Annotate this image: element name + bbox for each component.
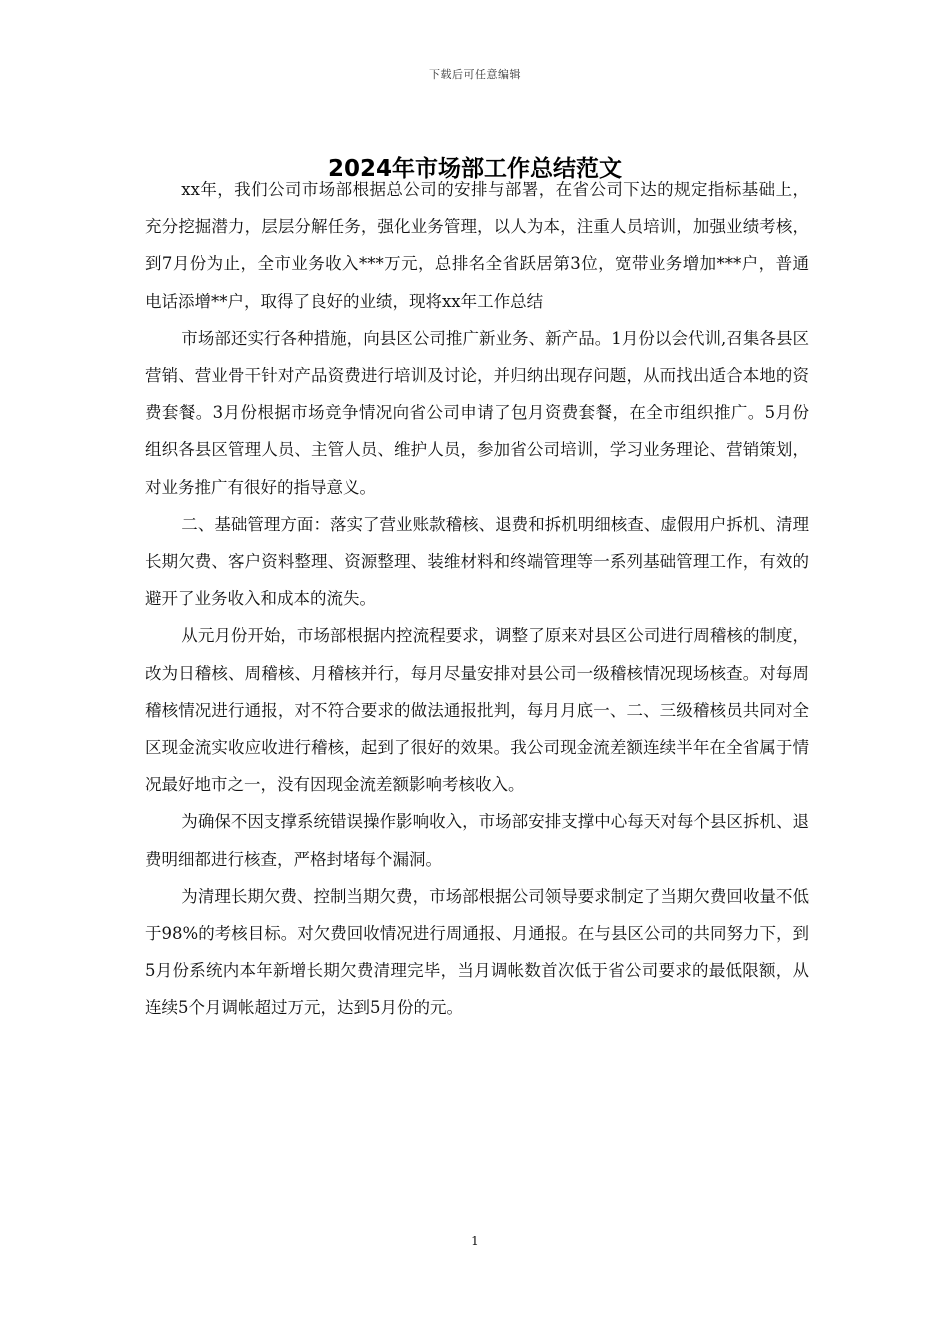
body-paragraph: 为清理长期欠费、控制当期欠费，市场部根据公司领导要求制定了当期欠费回收量不低于98%的考核目标。对欠费回收情况进行周通报、月通报。在与县区公司的共同努力下，到5月份系统内本年新增长期欠费清理完毕，当月调帐数首次低于省公司要求的最低限额，从连续5个月调帐超过万元，达到5月份的元。	[145, 886, 809, 1018]
document-body	[145, 171, 809, 1027]
page-header-note: 下载后可任意编辑	[429, 68, 521, 81]
body-paragraph: 从元月份开始，市场部根据内控流程要求，调整了原来对县区公司进行周稽核的制度，改为日稽核、周稽核、月稽核并行，每月尽量安排对县公司一级稽核情况现场核查。对每周稽核情况进行通报，对不符合要求的做法通报批判，每月月底一、二、三级稽核员共同对全区现金流实收应收进行稽核，起到了很好的效果。我公司现金流差额连续半年在全省属于情况最好地市之一，没有因现金流差额影响考核收入。	[145, 626, 809, 795]
body-paragraph: xx年，我们公司市场部根据总公司的安排与部署，在省公司下达的规定指标基础上，充分挖掘潜力，层层分解任务，强化业务管理，以人为本，注重人员培训，加强业绩考核，到7月份为止，全市业务收入***万元，总排名全省跃居第3位，宽带业务增加***户，普通电话添增**户，取得了良好的业绩，现将xx年工作总结	[145, 180, 809, 311]
body-paragraph: 二、基础管理方面：落实了营业账款稽核、退费和拆机明细核查、虚假用户拆机、清理长期欠费、客户资料整理、资源整理、装维材料和终端管理等一系列基础管理工作，有效的避开了业务收入和成本的流失。	[145, 514, 809, 609]
page-number: 1	[471, 1234, 479, 1248]
body-paragraph: 为确保不因支撑系统错误操作影响收入，市场部安排支撑中心每天对每个县区拆机、退费明细都进行核查，严格封堵每个漏洞。	[145, 812, 809, 869]
document-title: 2024年市场部工作总结范文	[327, 156, 622, 182]
body-paragraph: 市场部还实行各种措施，向县区公司推广新业务、新产品。1月份以会代训,召集各县区营销、营业骨干针对产品资费进行培训及讨论，并归纳出现存问题，从而找出适合本地的资费套餐。3月份根据市场竞争情况向省公司申请了包月资费套餐，在全市组织推广。5月份组织各县区管理人员、主管人员、维护人员，参加省公司培训，学习业务理论、营销策划，对业务推广有很好的指导意义。	[145, 328, 809, 497]
